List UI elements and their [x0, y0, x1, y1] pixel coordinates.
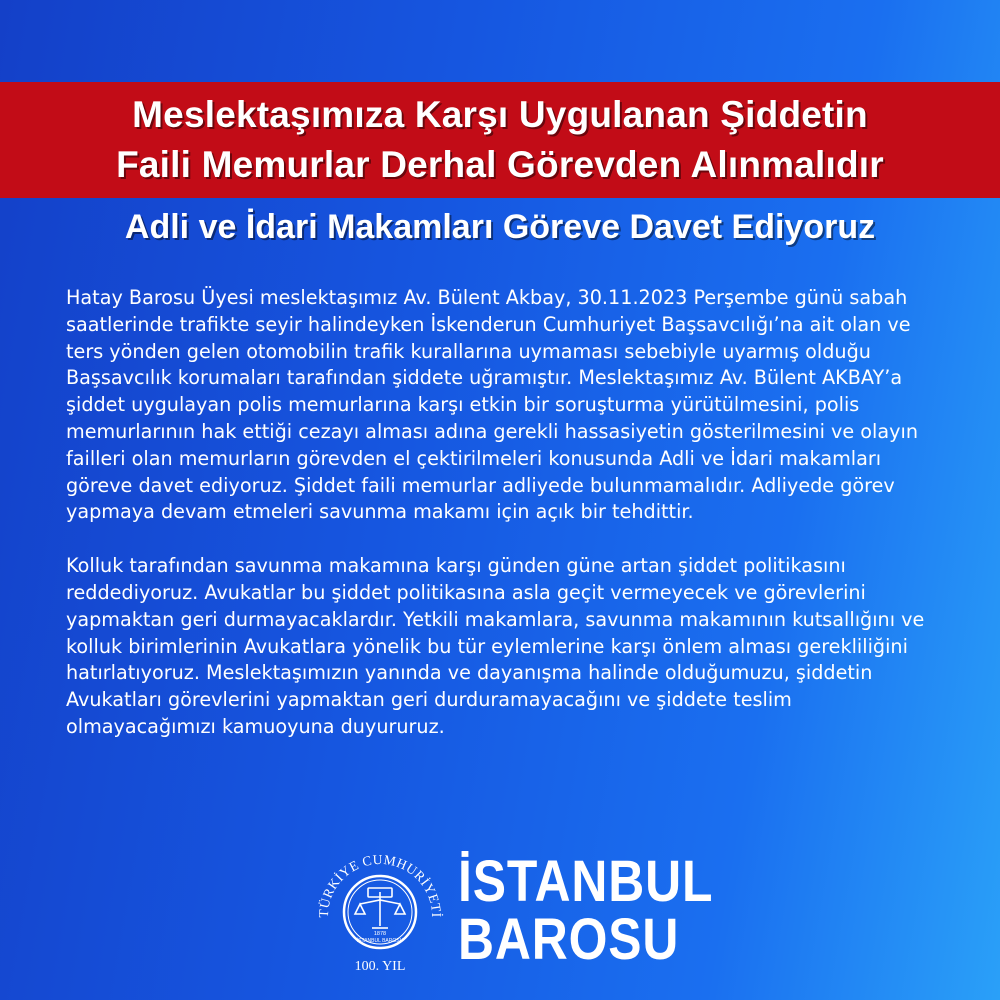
bar-association-seal-logo: [314, 846, 446, 978]
headline-line-2: Faili Memurlar Derhal Görevden Alınmalıdır: [116, 144, 884, 185]
brand-wordmark: [458, 849, 714, 972]
subheadline: Adli ve İdari Makamları Göreve Davet Ediyoruz: [124, 208, 876, 246]
seal-anniversary: 100. YIL: [354, 959, 406, 974]
headline-line-1: Meslektaşımıza Karşı Uygulanan Şiddetin: [132, 94, 868, 135]
brand-line-1: İSTANBUL: [458, 849, 714, 914]
statement-paragraph-1: Hatay Barosu Üyesi meslektaşımız Av. Bülent Akbay, 30.11.2023 Perşembe günü sabah saatlerinde trafikte seyir halindeyken İskenderun Cumhuriyet Başsavcılığı’na ait olan ve ters yönden gelen otomobilin trafik kurallarına uymaması sebebiyle uyarmış olduğu Başsavcılık korumaları tarafından şiddete uğramıştır. Meslektaşımız Av. Bülent AKBAY’a şiddet uygulayan polis memurlarına karşı etkin bir soruşturma yürütülmesini, polis memurlarının hak ettiği cezayı alması adına gerekli hassasiyetin gösterilmesini ve olayın failleri olan memurların görevden el çektirilmeleri konusunda Adli ve İdari makamları göreve davet ediyoruz. Şiddet faili memurlar adliyede bulunmamalıdır. Adliyede görev yapmaya devam etmeleri savunma makamı için açık bir tehdittir.: [66, 286, 918, 524]
scales-of-justice-icon: [355, 888, 405, 928]
seal-org: İSTANBUL BAROSU: [356, 938, 404, 944]
seal-arc-text: TÜRKİYE CUMHURİYETİ: [315, 851, 445, 918]
statement-body: [66, 285, 946, 741]
brand-line-2: BAROSU: [458, 907, 680, 972]
seal-year: 1878: [373, 931, 387, 937]
headline: [0, 90, 1000, 190]
statement-paragraph-2: Kolluk tarafından savunma makamına karşı günden güne artan şiddet politikasını reddediyoruz. Avukatlar bu şiddet politikasına asla geçit vermeyecek ve görevlerini yapmaktan geri durmayacaklardır. Yetkili makamlara, savunma makamının kutsallığını ve kolluk birimlerinin Avukatlara yönelik bu tür eylemlerine karşı önlem alması gerekliliğini hatırlatıyoruz. Meslektaşımızın yanında ve dayanışma halinde olduğumuzu, şiddetin Avukatları görevlerini yapmaktan geri durduramayacağını ve şiddete teslim olmayacağımızı kamuoyuna duyururuz.: [66, 554, 925, 738]
